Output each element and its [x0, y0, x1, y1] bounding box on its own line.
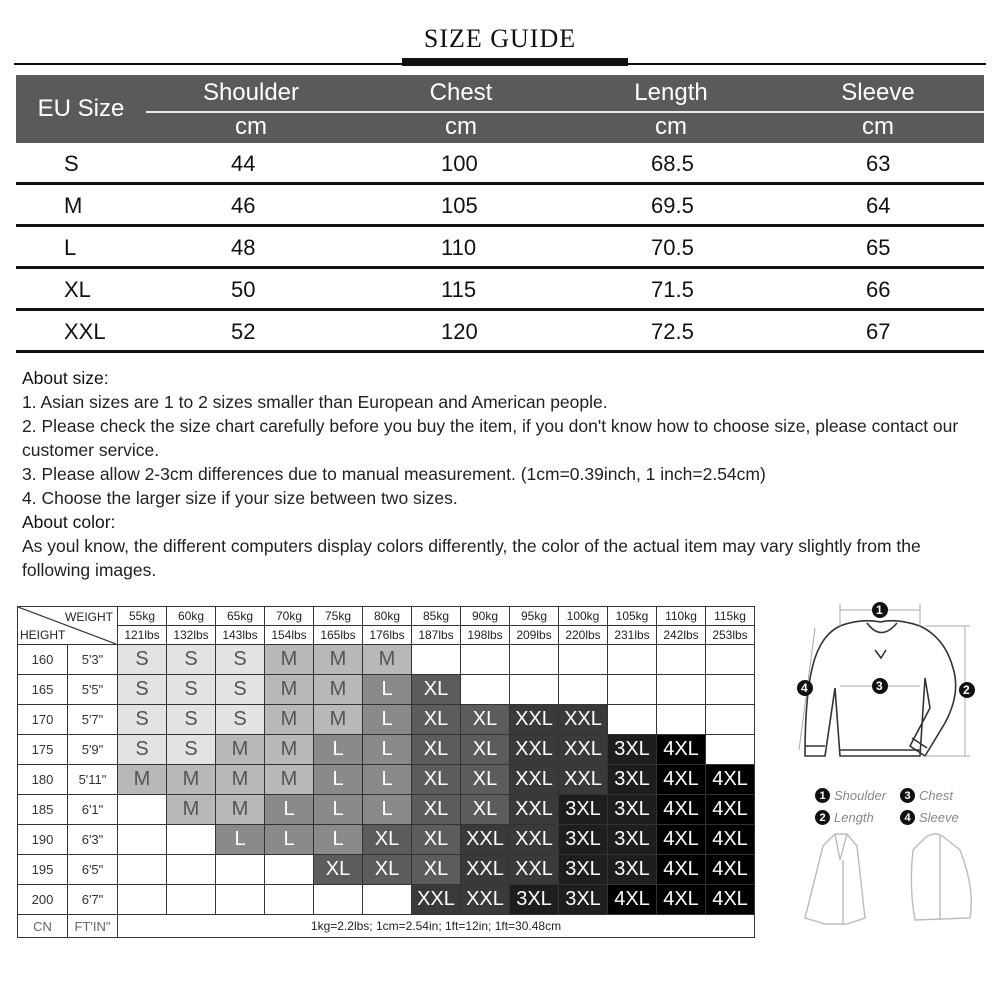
svg-text:3: 3 — [876, 679, 883, 693]
height-ft: 5'3" — [68, 645, 118, 675]
size-label: XXL — [64, 319, 106, 344]
size-cell: 3XL — [559, 855, 608, 885]
size-cell — [657, 675, 706, 705]
legend-shoulder: 1 Shoulder — [815, 788, 886, 803]
chest-value: 110 — [441, 235, 477, 260]
size-cell: XL — [363, 825, 412, 855]
size-cell: XXL — [412, 885, 461, 915]
weight-kg: 100kg — [559, 607, 608, 626]
weight-kg: 70kg — [265, 607, 314, 626]
size-cell: 3XL — [608, 735, 657, 765]
size-cell: 3XL — [608, 825, 657, 855]
height-ft: 6'7" — [68, 885, 118, 915]
svg-text:1: 1 — [876, 603, 883, 617]
size-cell: M — [265, 705, 314, 735]
size-cell: S — [167, 705, 216, 735]
size-cell: 4XL — [608, 885, 657, 915]
size-cell: S — [167, 735, 216, 765]
height-row — [18, 885, 755, 915]
shoulder-value: 52 — [231, 319, 256, 344]
size-row — [16, 311, 984, 353]
size-cell: L — [314, 765, 363, 795]
size-cell: 4XL — [706, 855, 755, 885]
size-cell: XXL — [559, 765, 608, 795]
size-cell: 4XL — [706, 825, 755, 855]
size-cell: XXL — [559, 705, 608, 735]
size-cell — [559, 645, 608, 675]
size-cell: XXL — [510, 855, 559, 885]
size-row — [16, 185, 984, 227]
size-cell — [265, 855, 314, 885]
weight-lbs: 242lbs — [657, 626, 706, 645]
size-cell: XXL — [510, 705, 559, 735]
size-row — [16, 227, 984, 269]
size-table — [16, 75, 984, 353]
size-cell: M — [216, 735, 265, 765]
height-cm: 200 — [18, 885, 68, 915]
size-cell: XXL — [461, 855, 510, 885]
size-cell — [657, 645, 706, 675]
weight-kg: 60kg — [167, 607, 216, 626]
size-notes — [22, 366, 987, 582]
shoulder-value: 46 — [231, 193, 256, 218]
size-cell: 4XL — [657, 765, 706, 795]
size-note-4: 4. Choose the larger size if your size between two sizes. — [22, 488, 458, 508]
weight-kg: 85kg — [412, 607, 461, 626]
size-cell: S — [118, 645, 167, 675]
size-cell: S — [118, 705, 167, 735]
size-label: S — [64, 151, 79, 176]
size-cell: 4XL — [706, 795, 755, 825]
sleeve-value: 63 — [866, 151, 891, 176]
size-cell: L — [363, 675, 412, 705]
size-row — [16, 143, 984, 185]
height-row — [18, 855, 755, 885]
length-value: 72.5 — [651, 319, 694, 344]
length-value: 70.5 — [651, 235, 694, 260]
height-cm: 185 — [18, 795, 68, 825]
color-note: As youl know, the different computers display colors differently, the color of the actual item may vary slightly from the following images. — [22, 536, 921, 580]
height-cm: 195 — [18, 855, 68, 885]
size-cell — [363, 885, 412, 915]
size-cell: S — [216, 675, 265, 705]
chart-footer — [18, 915, 755, 938]
size-cell: XL — [461, 735, 510, 765]
weight-kg: 95kg — [510, 607, 559, 626]
legend-chest: 3 Chest — [900, 788, 953, 803]
size-cell: XXL — [510, 735, 559, 765]
weight-kg: 105kg — [608, 607, 657, 626]
size-cell: S — [216, 645, 265, 675]
size-cell: S — [167, 675, 216, 705]
size-cell: XXL — [510, 795, 559, 825]
size-cell — [706, 645, 755, 675]
sleeve-value: 67 — [866, 319, 891, 344]
size-row — [16, 269, 984, 311]
height-label: HEIGHT — [20, 628, 66, 642]
size-cell: 3XL — [608, 855, 657, 885]
size-cell: 4XL — [657, 795, 706, 825]
size-cell: 4XL — [706, 765, 755, 795]
length-value: 68.5 — [651, 151, 694, 176]
size-cell: M — [265, 765, 314, 795]
size-cell: XL — [461, 795, 510, 825]
length-value: 71.5 — [651, 277, 694, 302]
size-label: XL — [64, 277, 91, 302]
chest-value: 100 — [441, 151, 478, 176]
height-cm: 170 — [18, 705, 68, 735]
height-cm: 180 — [18, 765, 68, 795]
size-cell: XL — [412, 825, 461, 855]
size-cell: XL — [412, 795, 461, 825]
size-cell — [559, 675, 608, 705]
size-cell: M — [265, 645, 314, 675]
size-cell — [412, 645, 461, 675]
chest-value: 120 — [441, 319, 478, 344]
weight-kg: 110kg — [657, 607, 706, 626]
size-cell: 4XL — [657, 885, 706, 915]
size-label: L — [64, 235, 77, 260]
size-cell: M — [363, 645, 412, 675]
sleeve-value: 64 — [866, 193, 891, 218]
conversion-note: 1kg=2.2lbs; 1cm=2.54in; 1ft=12in; 1ft=30.48cm — [118, 915, 755, 938]
about-size-heading: About size: — [22, 368, 109, 388]
height-ft: 5'9" — [68, 735, 118, 765]
size-cell: L — [314, 795, 363, 825]
weight-kg: 115kg — [706, 607, 755, 626]
cn-label: CN — [18, 915, 68, 938]
size-cell: M — [118, 765, 167, 795]
weight-kg-row — [18, 607, 755, 626]
size-cell — [118, 795, 167, 825]
height-row — [18, 705, 755, 735]
height-cm: 165 — [18, 675, 68, 705]
size-cell — [216, 855, 265, 885]
size-cell — [461, 645, 510, 675]
size-cell: XL — [412, 675, 461, 705]
height-row — [18, 795, 755, 825]
weight-height-chart — [17, 606, 755, 938]
size-cell — [167, 885, 216, 915]
corner-header — [18, 607, 118, 645]
weight-lbs: 165lbs — [314, 626, 363, 645]
size-cell: XXL — [510, 825, 559, 855]
size-cell: XL — [412, 855, 461, 885]
eu-size-label: EU Size — [37, 95, 125, 122]
size-note-1: 1. Asian sizes are 1 to 2 sizes smaller than European and American people. — [22, 392, 608, 412]
weight-lbs: 209lbs — [510, 626, 559, 645]
size-cell: M — [216, 795, 265, 825]
size-cell: L — [265, 795, 314, 825]
ftin-label: FT'IN" — [68, 915, 118, 938]
size-cell: 4XL — [706, 885, 755, 915]
shoulder-value: 50 — [231, 277, 256, 302]
shoulder-value: 44 — [231, 151, 256, 176]
weight-lbs: 176lbs — [363, 626, 412, 645]
shoulder-value: 48 — [231, 235, 256, 260]
size-cell: M — [265, 675, 314, 705]
size-cell — [706, 735, 755, 765]
height-ft: 5'7" — [68, 705, 118, 735]
size-cell — [118, 855, 167, 885]
size-cell — [314, 885, 363, 915]
height-row — [18, 675, 755, 705]
weight-lbs: 187lbs — [412, 626, 461, 645]
size-cell: M — [265, 735, 314, 765]
svg-text:2: 2 — [963, 683, 970, 697]
size-cell: 4XL — [657, 825, 706, 855]
size-cell: L — [363, 705, 412, 735]
legend-length: 2 Length — [815, 810, 874, 825]
size-cell: XXL — [461, 825, 510, 855]
size-cell: L — [314, 825, 363, 855]
size-cell: 4XL — [657, 855, 706, 885]
size-cell: XL — [314, 855, 363, 885]
weight-kg: 80kg — [363, 607, 412, 626]
size-cell: L — [216, 825, 265, 855]
size-cell — [608, 705, 657, 735]
chest-value: 115 — [441, 277, 477, 302]
size-cell: XL — [461, 705, 510, 735]
legend-sleeve: 4 Sleeve — [900, 810, 959, 825]
size-cell: XL — [412, 735, 461, 765]
size-cell: L — [314, 735, 363, 765]
height-row — [18, 765, 755, 795]
size-cell: S — [167, 645, 216, 675]
size-cell: L — [363, 735, 412, 765]
weight-lbs-row — [18, 626, 755, 645]
size-cell: S — [118, 675, 167, 705]
size-cell: XL — [412, 705, 461, 735]
size-cell: XL — [412, 765, 461, 795]
height-row — [18, 825, 755, 855]
height-row — [18, 735, 755, 765]
height-ft: 6'3" — [68, 825, 118, 855]
weight-kg: 55kg — [118, 607, 167, 626]
height-cm: 175 — [18, 735, 68, 765]
size-cell — [657, 705, 706, 735]
weight-lbs: 121lbs — [118, 626, 167, 645]
size-cell: 4XL — [657, 735, 706, 765]
weight-lbs: 154lbs — [265, 626, 314, 645]
size-cell — [461, 675, 510, 705]
size-cell: 3XL — [608, 765, 657, 795]
weight-lbs: 198lbs — [461, 626, 510, 645]
weight-lbs: 132lbs — [167, 626, 216, 645]
height-cm: 190 — [18, 825, 68, 855]
weight-lbs: 231lbs — [608, 626, 657, 645]
size-cell: XL — [363, 855, 412, 885]
size-cell: S — [118, 735, 167, 765]
size-cell: M — [167, 765, 216, 795]
size-cell: L — [265, 825, 314, 855]
size-cell — [510, 675, 559, 705]
size-cell — [118, 825, 167, 855]
sleeve-value: 66 — [866, 277, 891, 302]
size-cell: XXL — [461, 885, 510, 915]
height-cm: 160 — [18, 645, 68, 675]
size-cell: M — [167, 795, 216, 825]
size-cell: M — [216, 765, 265, 795]
sleeve-value: 65 — [866, 235, 891, 260]
size-cell: M — [314, 705, 363, 735]
size-cell: M — [314, 675, 363, 705]
size-cell: 3XL — [510, 885, 559, 915]
size-cell — [167, 855, 216, 885]
weight-lbs: 253lbs — [706, 626, 755, 645]
height-ft: 6'5" — [68, 855, 118, 885]
size-cell: XXL — [510, 765, 559, 795]
size-cell: 3XL — [559, 885, 608, 915]
weight-lbs: 143lbs — [216, 626, 265, 645]
size-cell: XL — [461, 765, 510, 795]
size-cell: 3XL — [559, 825, 608, 855]
size-table-header: EU Size Shoulder cm Chest cm Length cm Sleeve cm — [16, 75, 984, 143]
size-cell — [608, 675, 657, 705]
weight-label: WEIGHT — [65, 610, 113, 624]
size-cell — [510, 645, 559, 675]
size-cell: S — [216, 705, 265, 735]
weight-lbs: 220lbs — [559, 626, 608, 645]
size-cell: L — [363, 795, 412, 825]
size-cell — [265, 885, 314, 915]
size-cell — [608, 645, 657, 675]
size-note-2: 2. Please check the size chart carefully before you buy the item, if you don't know how to choose size, please contact our customer service. — [22, 416, 959, 460]
height-ft: 5'5" — [68, 675, 118, 705]
height-row — [18, 645, 755, 675]
title-divider-accent — [402, 58, 628, 66]
weight-kg: 75kg — [314, 607, 363, 626]
size-cell — [118, 885, 167, 915]
size-cell — [167, 825, 216, 855]
height-ft: 5'11" — [68, 765, 118, 795]
size-cell — [706, 675, 755, 705]
size-cell — [216, 885, 265, 915]
length-value: 69.5 — [651, 193, 694, 218]
page-title: SIZE GUIDE — [423, 24, 577, 53]
size-note-3: 3. Please allow 2-3cm differences due to manual measurement. (1cm=0.39inch, 1 inch=2.54cm) — [22, 464, 766, 484]
size-label: M — [64, 193, 83, 218]
size-cell: M — [314, 645, 363, 675]
size-cell: L — [363, 765, 412, 795]
weight-kg: 65kg — [216, 607, 265, 626]
chest-value: 105 — [441, 193, 478, 218]
about-color-heading: About color: — [22, 512, 116, 532]
size-cell — [706, 705, 755, 735]
size-cell: 3XL — [559, 795, 608, 825]
height-ft: 6'1" — [68, 795, 118, 825]
size-cell: 3XL — [608, 795, 657, 825]
svg-text:4: 4 — [801, 681, 808, 695]
weight-kg: 90kg — [461, 607, 510, 626]
size-cell: XXL — [559, 735, 608, 765]
